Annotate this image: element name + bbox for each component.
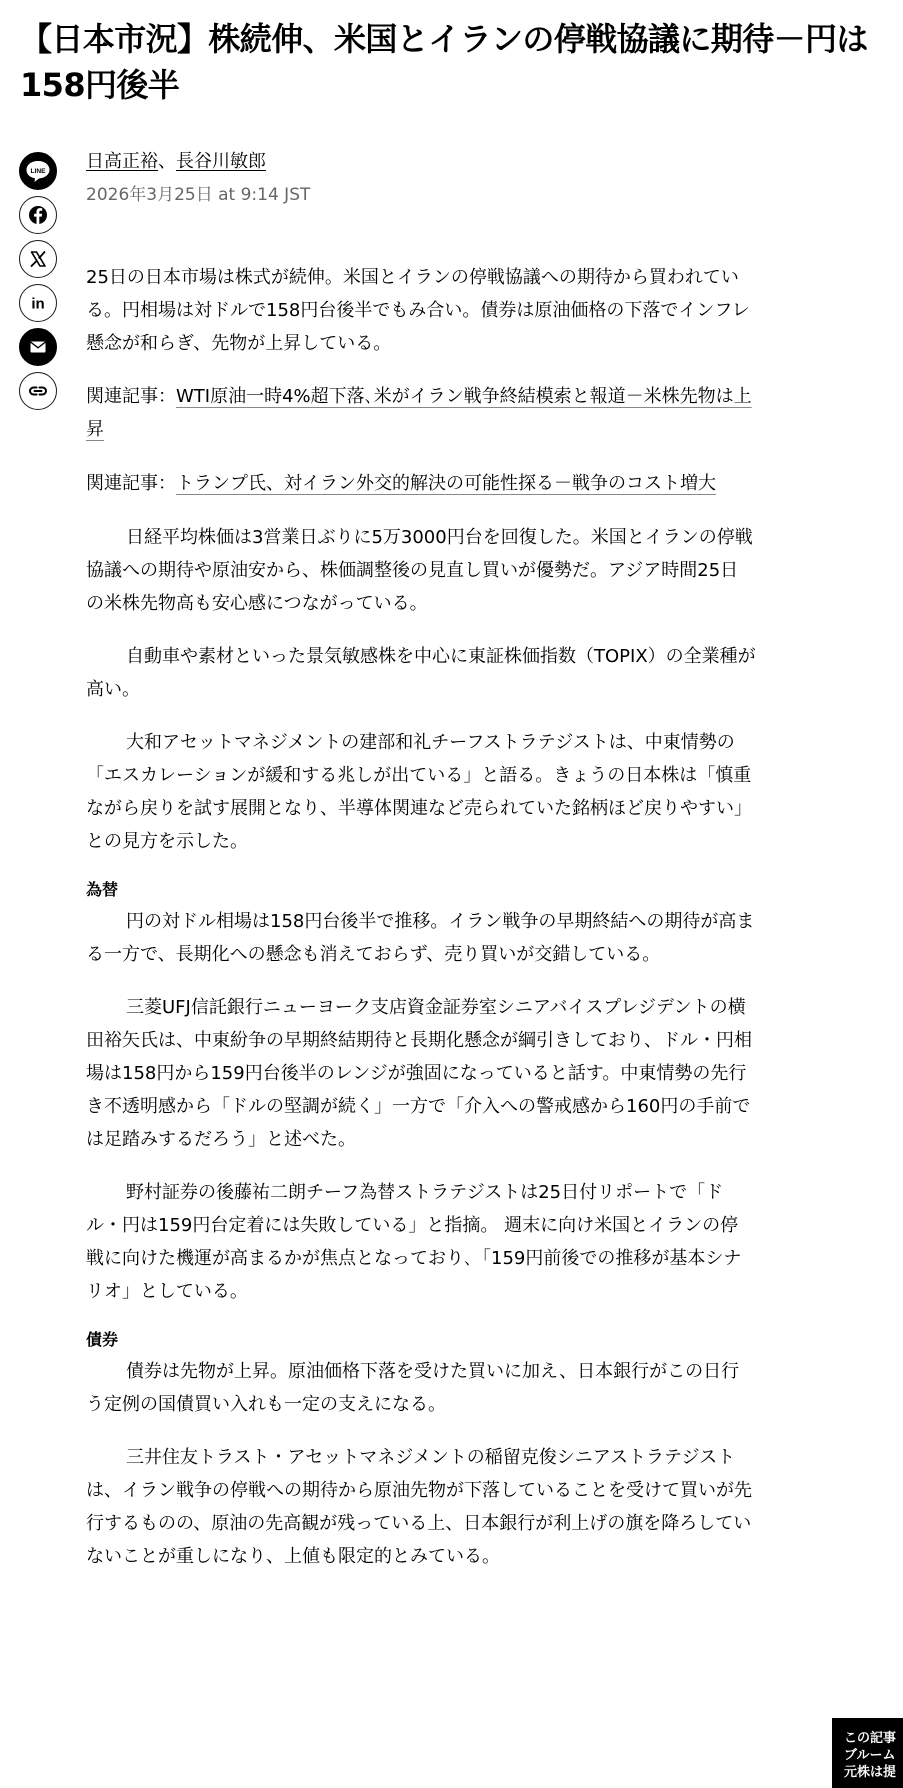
corner-popup[interactable] bbox=[832, 1718, 903, 1788]
paragraph-smtam: 三井住友トラスト・アセットマネジメントの稲留克俊シニアストラテジストは、イラン戦争の停戦への期待から原油先物が下落していることを受けて買いが先行するものの、原油の先高観が残っている上、日本銀行が利上げの旗を降ろしていないことが重しになり、上値も限定的とみている。 bbox=[86, 1447, 752, 1567]
facebook-icon bbox=[20, 197, 56, 233]
related-article-1 bbox=[86, 380, 756, 446]
byline bbox=[86, 150, 310, 206]
related-article-link-2[interactable]: トランプ氏、対イラン外交的解決の可能性探る－戦争のコスト増大 bbox=[176, 473, 716, 494]
related-article-prefix: 関連記事： bbox=[86, 386, 176, 407]
related-article-2 bbox=[86, 467, 756, 500]
line-share-button[interactable] bbox=[19, 152, 57, 190]
author-separator: 、 bbox=[158, 151, 176, 172]
related-article-link-1[interactable]: WTI原油一時4%超下落､米がイラン戦争終結模索と報道－米株先物は上昇 bbox=[86, 386, 752, 440]
share-toolbar bbox=[19, 152, 57, 416]
paragraph-topix: 自動車や素材といった景気敏感株を中心に東証株価指数（TOPIX）の全業種が高い。 bbox=[86, 646, 756, 700]
paragraph-fx: 円の対ドル相場は158円台後半で推移。イラン戦争の早期終結への期待が高まる一方で、長期化への懸念も消えておらず、売り買いが交錯している。 bbox=[86, 911, 755, 965]
paragraph-nomura: 野村証券の後藤祐二朗チーフ為替ストラテジストは25日付リポートで「ドル・円は159円台定着には失敗している」と指摘。 週末に向け米国とイランの停戦に向けた機運が高まるかが焦点となっており､「159円前後での推移が基本シナリオ」としている。 bbox=[86, 1182, 742, 1302]
popup-line-2: ブルーム bbox=[844, 1748, 896, 1763]
paragraph-daiwa: 大和アセットマネジメントの建部和礼チーフストラテジストは、中東情勢の「エスカレーションが緩和する兆しが出ている」と語る。きょうの日本株は「慎重ながら戻りを試す展開となり、半導体関連など売られていた銘柄ほど戻りやすい」との見方を示した。 bbox=[86, 732, 752, 852]
section-heading-bonds: 債券 bbox=[86, 1330, 119, 1349]
section-heading-fx: 為替 bbox=[86, 880, 119, 899]
linkedin-share-button[interactable] bbox=[19, 284, 57, 322]
author-list bbox=[86, 150, 310, 174]
facebook-share-button[interactable] bbox=[19, 196, 57, 234]
article-headline: 【日本市況】株続伸、米国とイランの停戦協議に期待－円は158円後半 bbox=[20, 20, 868, 104]
paragraph-lead: 25日の日本市場は株式が続伸。米国とイランの停戦協議への期待から買われている。円相場は対ドルで158円台後半でもみ合い。債券は原油価格の下落でインフレ懸念が和らぎ、先物が上昇している。 bbox=[86, 267, 750, 354]
author-link-hidaka[interactable]: 日高正裕 bbox=[86, 151, 158, 172]
related-article-prefix: 関連記事： bbox=[86, 473, 176, 494]
x-icon bbox=[20, 241, 56, 277]
x-share-button[interactable] bbox=[19, 240, 57, 278]
paragraph-nikkei: 日経平均株価は3営業日ぶりに5万3000円台を回復した。米国とイランの停戦協議への期待や原油安から、株価調整後の見直し買いが優勢だ。アジア時間25日の米株先物高も安心感につながっている。 bbox=[86, 527, 753, 614]
line-icon bbox=[20, 153, 56, 189]
paragraph-bonds: 債券は先物が上昇。原油価格下落を受けた買いに加え、日本銀行がこの日行う定例の国債買い入れも一定の支えになる。 bbox=[86, 1361, 740, 1415]
paragraph-mufg: 三菱UFJ信託銀行ニューヨーク支店資金証券室シニアバイスプレジデントの横田裕矢氏は、中東紛争の早期終結期待と長期化懸念が綱引きしており、ドル・円相場は158円から159円台後半のレンジが強固になっていると話す。中東情勢の先行き不透明感から「ドルの堅調が続く」一方で「介入への警戒感から160円の手前では足踏みするだろう」と述べた。 bbox=[86, 997, 752, 1150]
linkedin-icon bbox=[20, 285, 56, 321]
popup-line-1: この記事 bbox=[844, 1731, 897, 1746]
email-icon bbox=[20, 329, 56, 365]
email-share-button[interactable] bbox=[19, 328, 57, 366]
publish-date: 2026年3月25日 at 9:14 JST bbox=[86, 185, 311, 205]
popup-line-3: 元株は提 bbox=[844, 1765, 897, 1780]
linkedin-icon-label: in bbox=[31, 295, 45, 313]
author-link-hasegawa[interactable]: 長谷川敏郎 bbox=[176, 151, 266, 172]
article-body bbox=[86, 261, 756, 1593]
link-icon bbox=[20, 373, 56, 409]
line-icon-label: LINE bbox=[30, 167, 46, 175]
copy-link-button[interactable] bbox=[19, 372, 57, 410]
